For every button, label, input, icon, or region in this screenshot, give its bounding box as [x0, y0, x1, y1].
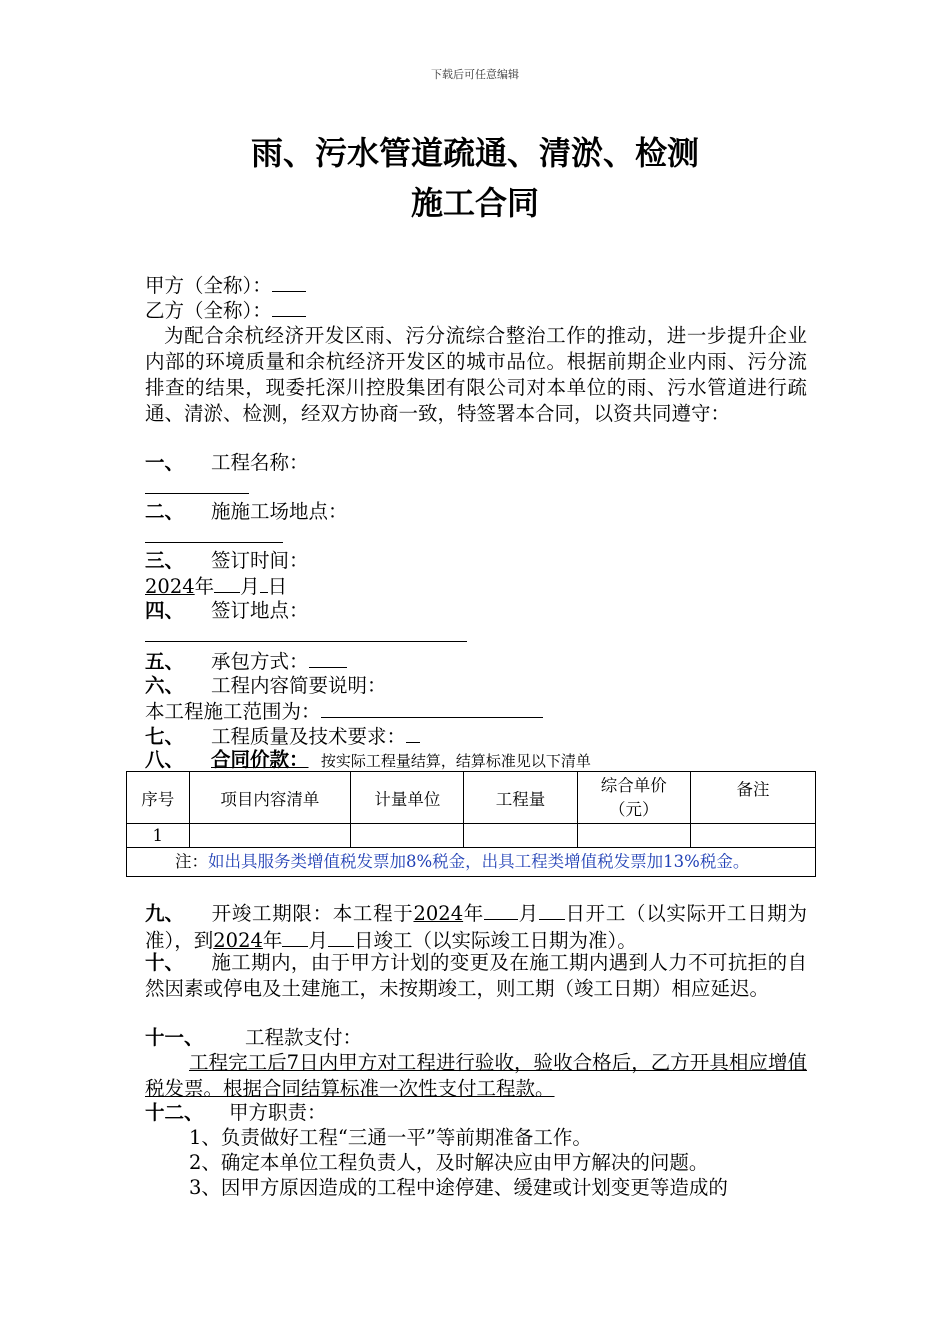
- duty-item-1: 1、负责做好工程“三通一平”等前期准备工作。: [189, 1126, 592, 1149]
- party-a-label: 甲方（全称）：: [145, 274, 272, 297]
- section-8-label: 合同价款：: [211, 748, 309, 771]
- section-10-text: 施工期内，由于甲方计划的变更及在施工期内遇到人力不可抗拒的自然因素或停电及土建施工，未按期竣工，则工期（竣工日期）相应延迟。: [145, 951, 807, 1000]
- header-remark: 备注: [690, 772, 815, 824]
- price-table: [126, 771, 816, 877]
- intro-paragraph: 为配合余杭经济开发区雨、污分流综合整治工作的推动，进一步提升企业内部的环境质量和余杭经济开发区的城市品位。根据前期企业内雨、污分流排查的结果，现委托深川控股集团有限公司对本单位的雨、污水管道进行疏通、清淤、检测，经双方协商一致，特签署本合同，以资共同遵守：: [145, 324, 807, 425]
- section-4-num: 四、: [145, 599, 185, 622]
- unit-price-currency: （元）: [608, 799, 659, 819]
- section-4-label: 签订地点：: [211, 599, 309, 622]
- start-month-char: 月: [517, 902, 539, 925]
- header-unit: 计量单位: [351, 772, 464, 824]
- section-10-num: 十、: [145, 951, 185, 974]
- table-note-row: [127, 848, 816, 877]
- end-month-blank: [282, 927, 308, 947]
- section-11-num: 十一、: [145, 1026, 204, 1049]
- section-6-num: 六、: [145, 674, 185, 697]
- end-year-char: 年: [262, 929, 283, 952]
- section-9: [145, 900, 807, 954]
- month-blank: [214, 573, 240, 593]
- section-7-num: 七、: [145, 725, 185, 748]
- section-11-label: 工程款支付：: [245, 1026, 363, 1049]
- row-item: [189, 824, 351, 848]
- row-remark: [690, 824, 815, 848]
- section-7: [145, 723, 420, 749]
- section-4-blank-line: [145, 622, 467, 648]
- start-year-char: 年: [463, 902, 484, 925]
- project-name-blank: [145, 474, 249, 494]
- year-char: 年: [194, 575, 215, 598]
- end-day-blank: [328, 927, 354, 947]
- section-1-num: 一、: [145, 451, 185, 474]
- section-2-num: 二、: [145, 500, 185, 523]
- section-8-desc: 按实际工程量结算，结算标准见以下清单: [320, 752, 591, 770]
- section-12-label: 甲方职责：: [229, 1101, 327, 1124]
- section-4: [145, 598, 309, 623]
- header-unit-price: [577, 772, 690, 824]
- document-subtitle: 施工合同: [410, 184, 539, 222]
- table-note: [127, 848, 816, 877]
- header-quantity: 工程量: [464, 772, 577, 824]
- section-5: [145, 648, 347, 674]
- row-unit-price: [577, 824, 690, 848]
- site-location-blank: [145, 523, 283, 543]
- row-seq: 1: [127, 824, 190, 848]
- party-a-blank: [272, 272, 306, 292]
- section-8: [145, 747, 591, 774]
- start-day-blank: [539, 900, 565, 920]
- party-b-blank: [272, 297, 306, 317]
- scope-blank: [321, 698, 543, 718]
- header-seq: 序号: [127, 772, 190, 824]
- day-char: 日: [267, 575, 288, 598]
- start-month-blank: [484, 900, 518, 920]
- section-6: [145, 673, 387, 698]
- start-text: 日开工（以实际开工日期为准），到: [145, 902, 807, 952]
- row-quantity: [464, 824, 577, 848]
- section-3-label: 签订时间：: [211, 549, 309, 572]
- section-5-num: 五、: [145, 650, 185, 673]
- payment-text: 工程完工后7日内甲方对工程进行验收，验收合格后，乙方开具相应增值税发票。根据合同结算标准一次性支付工程款。: [145, 1051, 807, 1100]
- start-year: 2024: [413, 902, 464, 925]
- header-item: 项目内容清单: [189, 772, 351, 824]
- section-7-label: 工程质量及技术要求：: [211, 725, 407, 748]
- end-month-char: 月: [308, 929, 328, 952]
- section-8-num: 八、: [145, 748, 185, 771]
- signing-place-blank: [145, 622, 467, 642]
- section-1-blank-line: [145, 474, 249, 500]
- section-5-label: 承包方式：: [211, 650, 309, 673]
- party-a-line: [145, 272, 306, 298]
- document-title: 雨、污水管道疏通、清淤、检测: [250, 134, 699, 172]
- section-9-num: 九、: [145, 902, 185, 925]
- quality-blank: [406, 723, 420, 743]
- signing-date-line: [145, 573, 287, 599]
- party-b-label: 乙方（全称）：: [145, 299, 272, 322]
- section-2: [145, 499, 348, 524]
- section-2-blank-line: [145, 523, 283, 549]
- row-unit: [351, 824, 464, 848]
- section-2-label: 施施工场地点：: [211, 500, 348, 523]
- section-3-num: 三、: [145, 549, 185, 572]
- section-6-label: 工程内容简要说明：: [211, 674, 387, 697]
- section-10: [145, 950, 807, 1002]
- scope-label: 本工程施工范围为：: [145, 700, 321, 723]
- section-1-label: 工程名称：: [211, 451, 309, 474]
- note-label: 注：: [175, 852, 208, 871]
- table-header-row: [127, 772, 816, 824]
- section-12: [145, 1100, 327, 1125]
- duty-item-3: 3、因甲方原因造成的工程中途停建、缓建或计划变更等造成的: [189, 1176, 728, 1199]
- section-3: [145, 548, 309, 573]
- end-text: 日竣工（以实际竣工日期为准）。: [353, 929, 637, 952]
- month-char: 月: [240, 575, 260, 598]
- table-row: [127, 824, 816, 848]
- scope-line: [145, 698, 543, 724]
- note-text: 如出具服务类增值税发票加8%税金，出具工程类增值税发票加13%税金。: [208, 852, 750, 871]
- party-b-line: [145, 297, 306, 323]
- section-11: [145, 1025, 362, 1050]
- contract-mode-blank: [309, 648, 347, 668]
- duty-item-2: 2、确定本单位工程负责人，及时解决应由甲方解决的问题。: [189, 1151, 709, 1174]
- section-12-num: 十二、: [145, 1101, 204, 1124]
- header-note: 下载后可任意编辑: [431, 68, 519, 81]
- day-blank: [260, 573, 268, 593]
- signing-year: 2024: [145, 575, 195, 598]
- section-1: [145, 450, 309, 475]
- section-9-label: 开竣工期限：本工程于: [211, 902, 414, 925]
- unit-price-label: 综合单价: [600, 775, 667, 795]
- end-year: 2024: [213, 929, 263, 952]
